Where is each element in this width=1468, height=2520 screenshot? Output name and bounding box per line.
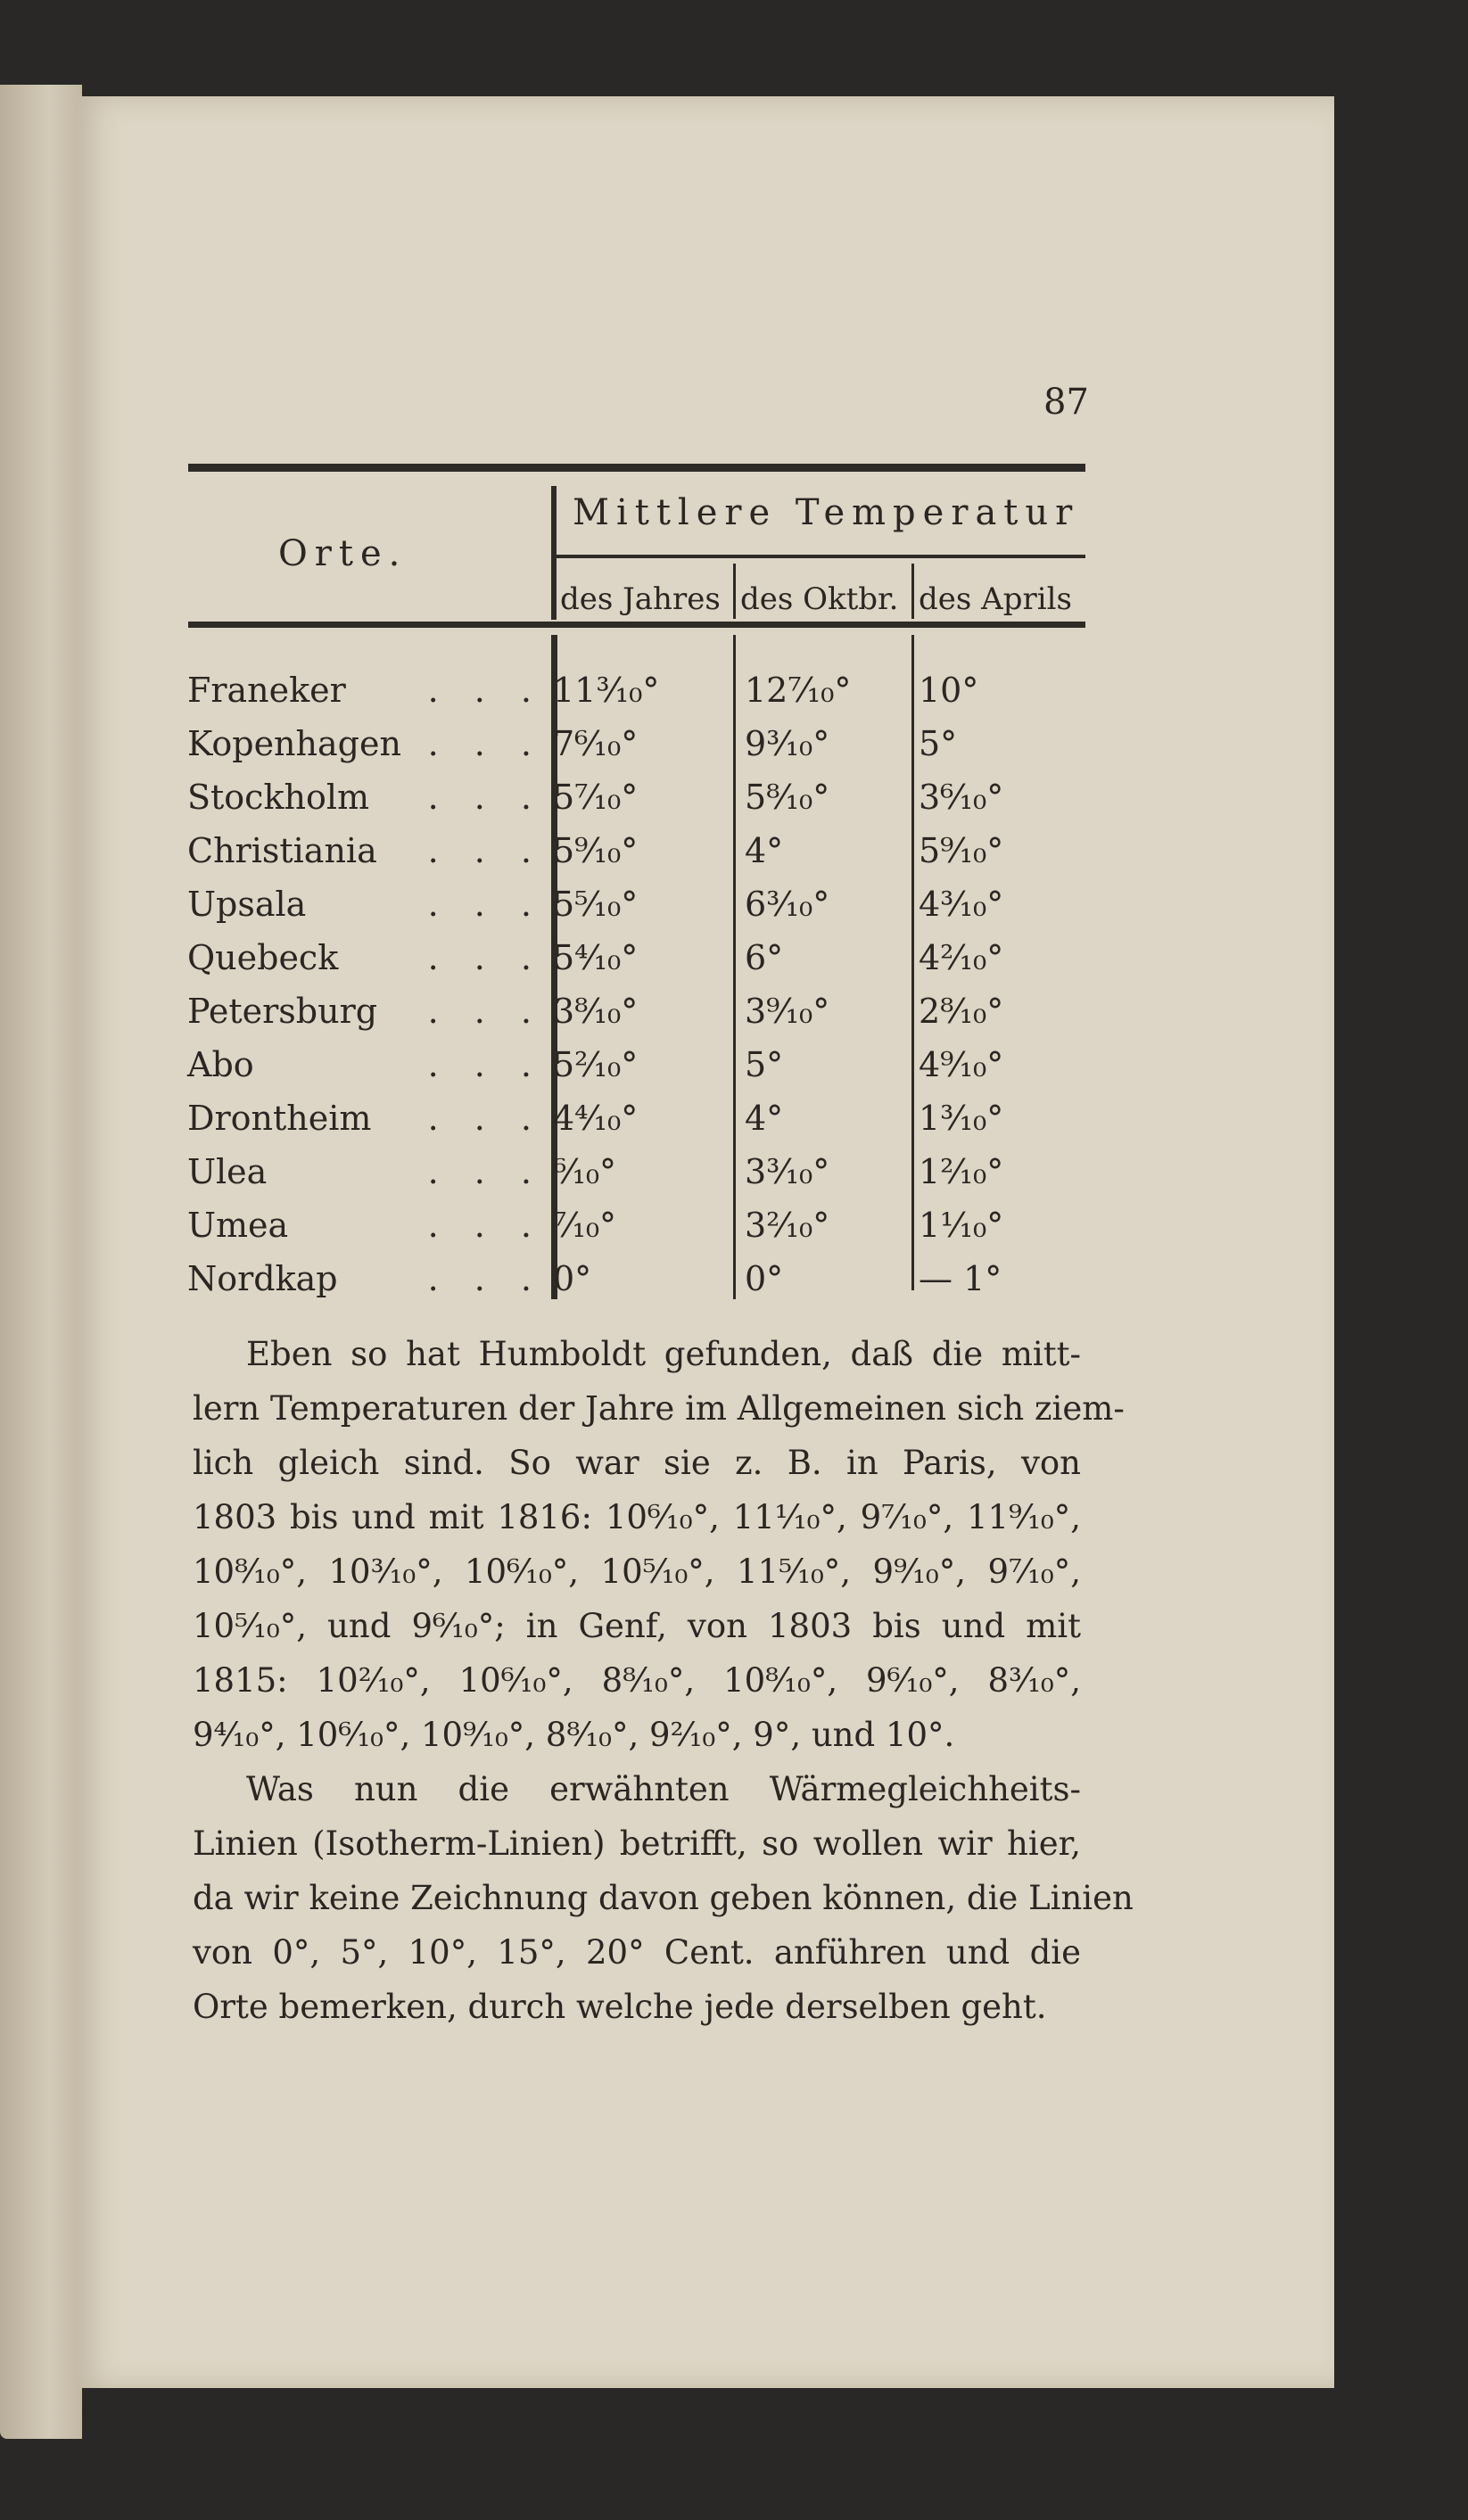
cell-year: ⁷⁄₁₀°	[553, 1206, 617, 1245]
cell-april: 2⁸⁄₁₀°	[919, 992, 1004, 1031]
cell-year: 5⁹⁄₁₀°	[553, 831, 639, 870]
page-number: 87	[1043, 382, 1089, 423]
table-row	[187, 885, 1088, 938]
table-top-rule	[188, 464, 1085, 472]
text-line: 9⁴⁄₁₀°, 10⁶⁄₁₀°, 10⁹⁄₁₀°, 8⁸⁄₁₀°, 9²⁄₁₀°, 9°, und 10°.	[193, 1716, 955, 1754]
place: Kopenhagen	[187, 724, 401, 763]
cell-october: 3³⁄₁₀°	[745, 1152, 830, 1191]
cell-october: 3²⁄₁₀°	[745, 1206, 830, 1245]
cell-april: 10°	[919, 671, 979, 710]
cell-april: 4²⁄₁₀°	[919, 938, 1004, 977]
cell-year: 5⁷⁄₁₀°	[553, 778, 639, 817]
cell-year: 3⁸⁄₁₀°	[553, 992, 639, 1031]
place: Drontheim	[187, 1099, 372, 1138]
leader-dots: . . .	[427, 1206, 544, 1245]
text-line: Was nun die erwähnten Wärmegleichheits-	[246, 1770, 1081, 1808]
leader-dots: . . .	[427, 992, 544, 1031]
cell-year: ⁶⁄₁₀°	[553, 1152, 617, 1191]
cell-april: 1²⁄₁₀°	[919, 1152, 1004, 1191]
cell-october: 12⁷⁄₁₀°	[745, 671, 852, 710]
facing-page-edge	[0, 85, 82, 2439]
leader-dots: . . .	[427, 831, 544, 870]
paragraph-2	[193, 1762, 1134, 2034]
leader-dots: . . .	[427, 938, 544, 977]
place: Nordkap	[187, 1259, 338, 1298]
leader-dots: . . .	[427, 1099, 544, 1138]
cell-year: 11³⁄₁₀°	[553, 671, 660, 710]
table-row	[187, 992, 1088, 1045]
sub-header-october: des Oktbr.	[740, 581, 899, 617]
cell-october: 4°	[745, 1099, 784, 1138]
cell-april: 5°	[919, 724, 958, 763]
sub-header-april: des Aprils	[919, 581, 1072, 617]
cell-october: 0°	[745, 1259, 784, 1298]
text-line: Eben so hat Humboldt gefunden, daß die mitt-	[246, 1335, 1081, 1373]
cell-april: 1³⁄₁₀°	[919, 1099, 1004, 1138]
place: Franeker	[187, 671, 346, 710]
place: Stockholm	[187, 778, 370, 817]
place-column-divider	[551, 486, 557, 620]
cell-year: 5⁴⁄₁₀°	[553, 938, 639, 977]
column-divider-1	[733, 564, 736, 619]
place: Christiania	[187, 831, 377, 870]
leader-dots: . . .	[427, 885, 544, 924]
column-divider-2	[911, 564, 914, 619]
text-line: Linien (Isotherm-Linien) betrifft, so wollen wir hier,	[193, 1824, 1081, 1863]
place-column-header: Orte.	[278, 533, 408, 574]
text-line: da wir keine Zeichnung davon geben können, die Linien	[193, 1879, 1134, 1917]
cell-october: 9³⁄₁₀°	[745, 724, 830, 763]
table-row	[187, 1099, 1088, 1152]
cell-april: 5⁹⁄₁₀°	[919, 831, 1004, 870]
place: Umea	[187, 1206, 289, 1245]
group-header: Mittlere Temperatur	[573, 492, 1080, 533]
text-line: 1803 bis und mit 1816: 10⁶⁄₁₀°, 11¹⁄₁₀°, 9⁷⁄₁₀°, 11⁹⁄₁₀°,	[193, 1498, 1081, 1536]
table-row	[187, 1045, 1088, 1099]
cell-april: — 1°	[919, 1259, 1002, 1298]
table-row	[187, 671, 1088, 724]
text-line: von 0°, 5°, 10°, 15°, 20° Cent. anführen und die	[193, 1933, 1081, 1972]
sub-header-year: des Jahres	[560, 581, 721, 617]
place: Ulea	[187, 1152, 268, 1191]
table-row	[187, 778, 1088, 831]
leader-dots: . . .	[427, 1152, 544, 1191]
leader-dots: . . .	[427, 1259, 544, 1298]
cell-october: 4°	[745, 831, 784, 870]
cell-year: 5²⁄₁₀°	[553, 1045, 639, 1084]
cell-october: 5⁸⁄₁₀°	[745, 778, 830, 817]
header-group-rule	[555, 555, 1085, 558]
cell-october: 3⁹⁄₁₀°	[745, 992, 830, 1031]
text-line: 1815: 10²⁄₁₀°, 10⁶⁄₁₀°, 8⁸⁄₁₀°, 10⁸⁄₁₀°, 9⁶⁄₁₀°, 8³⁄₁₀°,	[193, 1661, 1081, 1700]
text-line: Orte bemerken, durch welche jede derselben geht.	[193, 1988, 1047, 2026]
table-row	[187, 831, 1088, 885]
cell-year: 5⁵⁄₁₀°	[553, 885, 639, 924]
table-row	[187, 724, 1088, 778]
place: Petersburg	[187, 992, 378, 1031]
place: Quebeck	[187, 938, 339, 977]
leader-dots: . . .	[427, 778, 544, 817]
cell-year: 0°	[553, 1259, 592, 1298]
table-row	[187, 1206, 1088, 1259]
leader-dots: . . .	[427, 1045, 544, 1084]
table-row	[187, 1152, 1088, 1206]
cell-april: 4³⁄₁₀°	[919, 885, 1004, 924]
cell-october: 6³⁄₁₀°	[745, 885, 830, 924]
cell-april: 4⁹⁄₁₀°	[919, 1045, 1004, 1084]
text-line: lich gleich sind. So war sie z. B. in Paris, von	[193, 1444, 1081, 1482]
cell-year: 7⁶⁄₁₀°	[553, 724, 639, 763]
cell-april: 1¹⁄₁₀°	[919, 1206, 1004, 1245]
cell-april: 3⁶⁄₁₀°	[919, 778, 1004, 817]
text-line: 10⁸⁄₁₀°, 10³⁄₁₀°, 10⁶⁄₁₀°, 10⁵⁄₁₀°, 11⁵⁄₁₀°, 9⁹⁄₁₀°, 9⁷⁄₁₀°,	[193, 1552, 1081, 1591]
cell-october: 6°	[745, 938, 784, 977]
text-line: 10⁵⁄₁₀°, und 9⁶⁄₁₀°; in Genf, von 1803 bis und mit	[193, 1607, 1081, 1645]
cell-year: 4⁴⁄₁₀°	[553, 1099, 639, 1138]
body-text	[193, 1327, 1134, 2034]
leader-dots: . . .	[427, 671, 544, 710]
text-line: lern Temperaturen der Jahre im Allgemeinen sich ziem-	[193, 1389, 1125, 1428]
place: Abo	[187, 1045, 254, 1084]
cell-october: 5°	[745, 1045, 784, 1084]
header-bottom-rule	[188, 622, 1085, 628]
table-row	[187, 1259, 1088, 1313]
leader-dots: . . .	[427, 724, 544, 763]
place: Upsala	[187, 885, 307, 924]
paragraph-1	[193, 1327, 1125, 1762]
table-row	[187, 938, 1088, 992]
